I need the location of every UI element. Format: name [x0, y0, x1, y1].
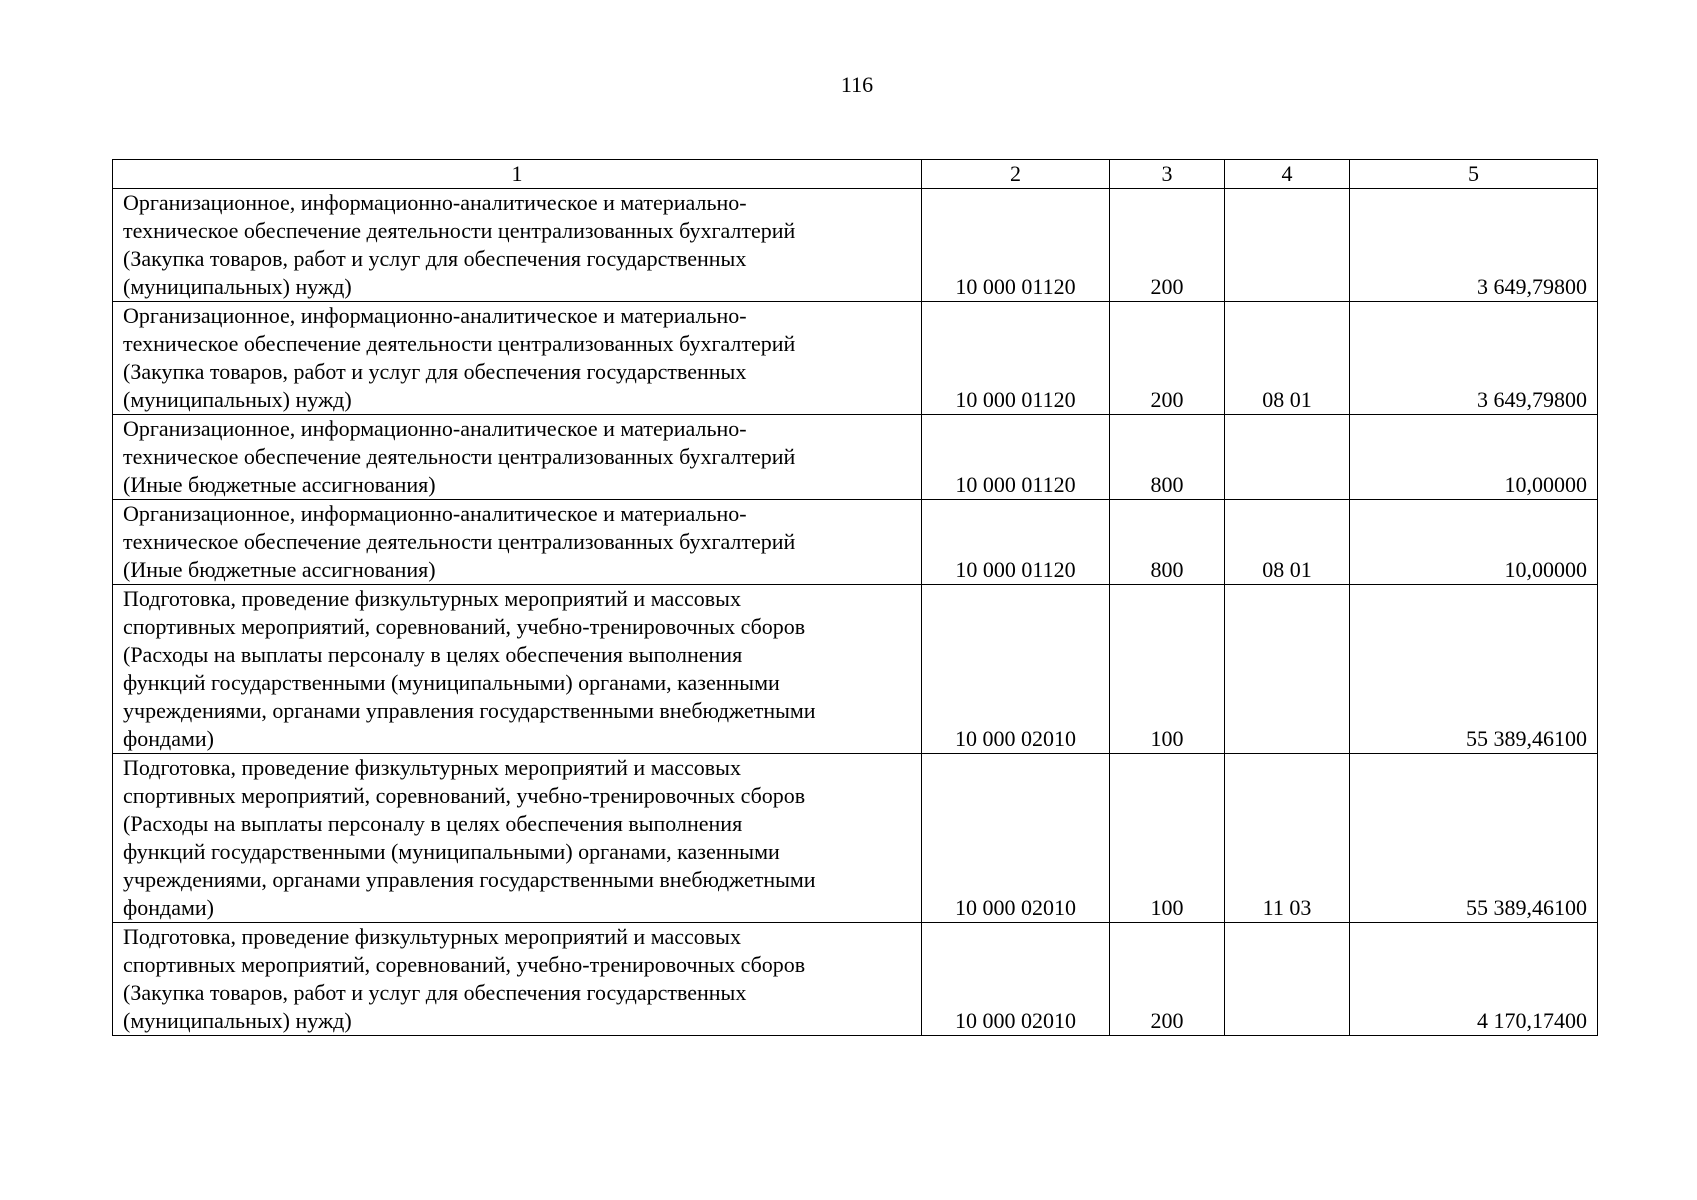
- row-code: 10 000 02010: [922, 754, 1110, 923]
- row-amount: 55 389,46100: [1350, 585, 1598, 754]
- table-row: [113, 754, 1598, 923]
- table-row: [113, 923, 1598, 1036]
- row-expense-type: 800: [1110, 415, 1225, 500]
- row-code: 10 000 01120: [922, 500, 1110, 585]
- table-header: [113, 160, 1598, 189]
- row-section: [1225, 189, 1350, 302]
- table-row: [113, 585, 1598, 754]
- page-number: 116: [840, 72, 874, 97]
- header-cell-col-3: 3: [1110, 160, 1225, 189]
- table-row: [113, 302, 1598, 415]
- table-body: [113, 189, 1598, 1036]
- row-amount: 55 389,46100: [1350, 754, 1598, 923]
- row-expense-type: 200: [1110, 923, 1225, 1036]
- table-row: [113, 415, 1598, 500]
- row-description: Организационное, информационно-аналитическое и материально- техническое обеспечение деятельности централизованных бухгалтерий (Иные бюджетные ассигнования): [113, 415, 922, 500]
- row-description: Подготовка, проведение физкультурных мероприятий и массовых спортивных мероприятий, соревнований, учебно-тренировочных сборов (Расходы на выплаты персоналу в целях обеспечения выполнения функций государственными (муниципальными) органами, казенными учреждениями, органами управления государственными внебюджетными фондами): [113, 754, 922, 923]
- row-expense-type: 100: [1110, 754, 1225, 923]
- table-row: [113, 189, 1598, 302]
- header-row: [113, 160, 1598, 189]
- row-expense-type: 200: [1110, 302, 1225, 415]
- row-description: Подготовка, проведение физкультурных мероприятий и массовых спортивных мероприятий, соревнований, учебно-тренировочных сборов (Расходы на выплаты персоналу в целях обеспечения выполнения функций государственными (муниципальными) органами, казенными учреждениями, органами управления государственными внебюджетными фондами): [113, 585, 922, 754]
- row-amount: 3 649,79800: [1350, 302, 1598, 415]
- row-amount: 4 170,17400: [1350, 923, 1598, 1036]
- row-description: Подготовка, проведение физкультурных мероприятий и массовых спортивных мероприятий, соревнований, учебно-тренировочных сборов (Закупка товаров, работ и услуг для обеспечения государственных (муниципальных) нужд): [113, 923, 922, 1036]
- row-description: Организационное, информационно-аналитическое и материально- техническое обеспечение деятельности централизованных бухгалтерий (Закупка товаров, работ и услуг для обеспечения государственных (муниципальных) нужд): [113, 302, 922, 415]
- row-section: [1225, 585, 1350, 754]
- row-section: [1225, 415, 1350, 500]
- row-section: 08 01: [1225, 302, 1350, 415]
- table-row: [113, 500, 1598, 585]
- row-section: 11 03: [1225, 754, 1350, 923]
- row-code: 10 000 01120: [922, 189, 1110, 302]
- header-cell-col-2: 2: [922, 160, 1110, 189]
- row-expense-type: 800: [1110, 500, 1225, 585]
- row-section: [1225, 923, 1350, 1036]
- row-code: 10 000 01120: [922, 415, 1110, 500]
- row-expense-type: 100: [1110, 585, 1225, 754]
- header-cell-col-4: 4: [1225, 160, 1350, 189]
- row-description: Организационное, информационно-аналитическое и материально- техническое обеспечение деятельности централизованных бухгалтерий (Иные бюджетные ассигнования): [113, 500, 922, 585]
- row-section: 08 01: [1225, 500, 1350, 585]
- budget-table: [112, 159, 1598, 1036]
- row-amount: 3 649,79800: [1350, 189, 1598, 302]
- row-description: Организационное, информационно-аналитическое и материально- техническое обеспечение деятельности централизованных бухгалтерий (Закупка товаров, работ и услуг для обеспечения государственных (муниципальных) нужд): [113, 189, 922, 302]
- header-cell-col-1: 1: [113, 160, 922, 189]
- row-code: 10 000 02010: [922, 585, 1110, 754]
- header-cell-col-5: 5: [1350, 160, 1598, 189]
- row-code: 10 000 02010: [922, 923, 1110, 1036]
- row-code: 10 000 01120: [922, 302, 1110, 415]
- row-expense-type: 200: [1110, 189, 1225, 302]
- row-amount: 10,00000: [1350, 415, 1598, 500]
- row-amount: 10,00000: [1350, 500, 1598, 585]
